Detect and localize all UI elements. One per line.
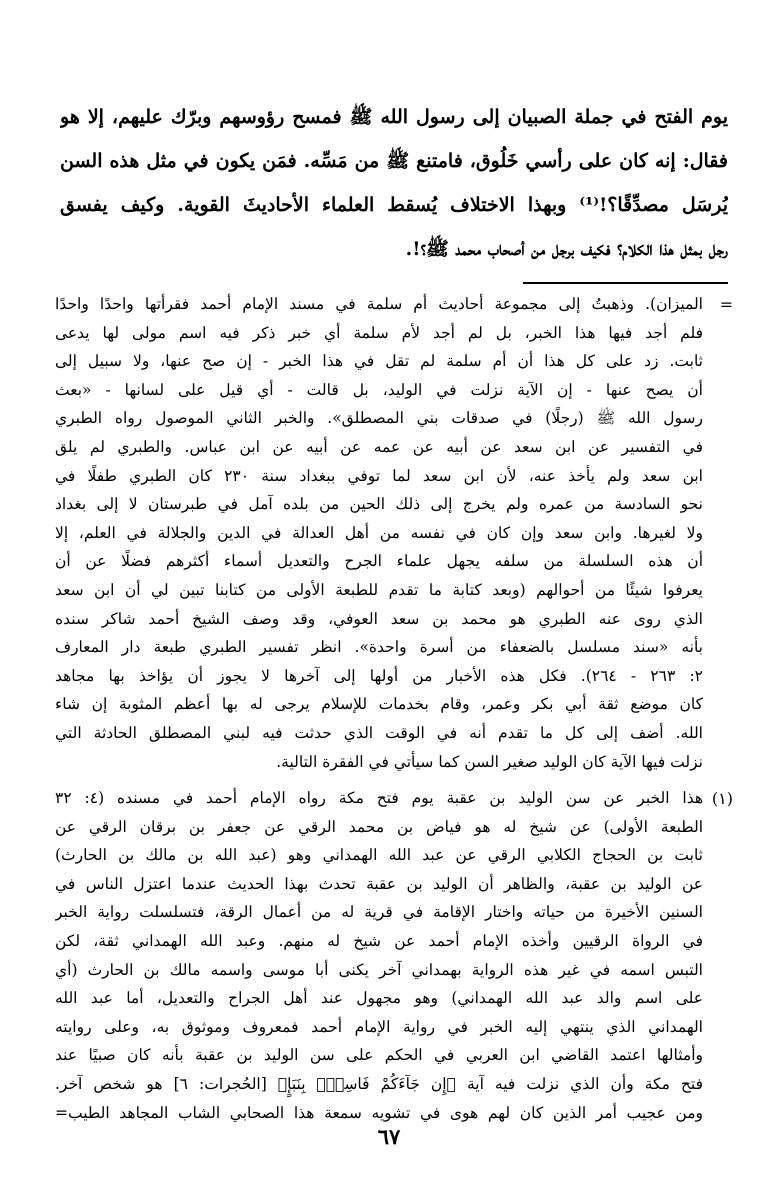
footnote-line: في التفسير عن ابن سعد عن أبيه عن عمه عن أبيه عن ابن عباس. والطبري لم يلق: [55, 437, 703, 456]
footnote-line: وأمثالها اعتمد القاضي ابن العربي في الحكم على سن الوليد بن عقبة بأنه كان صبيًا عند: [55, 1046, 703, 1065]
footnote-line: نزلت فيها الآية كان الوليد صغير السن كما سيأتي في الفقرة التالية.: [276, 752, 703, 771]
footnote-line: ابن سعد ولم يأخذ عنه، لأن ابن سعد لما توفي ببغداد سنة ٢٣٠ كان الطبري طفلًا في: [55, 466, 703, 485]
footnote-line: أن يصح عنها - إن الآية نزلت في الوليد، بل قالت - أي قيل على لسانها - «بعث: [55, 380, 703, 399]
footnote-line: بأنه «سند مسلسل بالضعفاء من أسرة واحدة». انظر تفسير الطبري طبعة دار المعارف: [55, 638, 703, 657]
footnote-line: ومن عجيب أمر الذين كان لهم هوى في تشويه سمعة هذا الصحابي الشاب المجاهد الطيب=: [55, 1103, 703, 1122]
footnote-marker: =: [719, 295, 733, 314]
footnote-line: التبس اسمه في غير هذه الرواية بهمداني آخر يكنى أبا موسى واسمه مالك بن الحارث (أي: [55, 960, 703, 979]
footnote-marker: (١): [711, 789, 733, 809]
footnote-1: [55, 784, 733, 1127]
main-text-line: يُرسَل مصدِّقًا؟!⁽¹⁾ وبهذا الاختلاف يُسقط العلماء الأحاديثَ القوية. وكيف يفسق: [60, 194, 728, 216]
footnote-line: ثابت. زد على كل هذا أن أم سلمة لم تقل في هذا الخبر - إن صح عنها، ولا سبيل إلى: [55, 352, 703, 371]
footnote-line: أن هذه السلسلة من سلفه يجهل علماء الجرح والتعديل أسماء أكثرهم فضلًا عن أن: [55, 552, 703, 571]
footnote-line: في الرواة الرقيين وأخذه الإمام أحمد عن شيخ له منهم. وعبد الله الهمداني ثقة، لكن: [55, 932, 703, 951]
footnote-line: هذا الخبر عن سن الوليد بن عقبة يوم فتح مكة رواه الإمام أحمد في مسنده (٤: ٣٢: [55, 789, 703, 808]
page-number: ٦٧: [377, 1124, 401, 1149]
footnote-line: يعرفوا شيئًا من أحوالهم (وبعد كتابة ما تقدم للطبعة الأولى من كتابنا تبين لي أن ابن سعد: [55, 580, 703, 599]
footnote-line: فتح مكة وأن الذي نزلت فيه آية ﴿إِن جَآءَكُمْ فَاسِقٌۢ بِنَبَإٍ﴾ [الحُجرات: ٦] هو شخص آخر.: [55, 1075, 703, 1094]
footnote-line: نحو السادسة من عمره ولم يخرج إلى ذلك الحين من بلده آمل في طبرستان لا إلى بغداد: [55, 495, 703, 514]
footnote-line: الميزان). وذهبتُ إلى مجموعة أحاديث أم سلمة في مسند الإمام أحمد فقرأتها واحدًا واحدًا: [55, 295, 703, 313]
footnote-continued: [55, 290, 733, 776]
footnote-line: الله. أضف إلى كل ما تقدم أنه في الوقت الذي حدثت فيه لبني المصطلق الحادثة التي: [55, 723, 703, 742]
main-text-line: يوم الفتح في جملة الصبيان إلى رسول الله ﷺ فمسح رؤوسهم وبرّك عليهم، إلا هو: [60, 106, 728, 128]
footnote-line: عن الوليد بن عقبة، والظاهر أن الوليد بن عقبة تحدث بهذا الحديث عندما اعتزل الناس في: [55, 874, 703, 893]
footnote-line: كان موضع ثقة أبي بكر وعمر، وقام بخدمات للإسلام يرجى له بها أعظم المثوبة إن شاء: [55, 695, 703, 714]
footnote-line: فلم أجد فيها هذا الخبر، بل لم أجد لأم سلمة أي خبر ذكر فيه اسم مولى لها يدعى: [55, 323, 703, 342]
footnote-line: رسول الله ﷺ (رجلًا) في صدقات بني المصطلق». والخبر الثاني الموصول رواه الطبري: [55, 409, 703, 428]
main-text: [60, 95, 728, 271]
footnote-line: ثابت بن الحجاج الكلابي الرقي عن عبد الله الهمداني وهو (عبد الله بن مالك بن الحارث): [55, 846, 703, 865]
footnote-line: الطبعة الأولى) عن شيخ له هو فياض بن محمد الرقي عن جعفر بن برقان الرقي عن: [55, 817, 703, 836]
main-text-line: رجل بمثل هذا الكلام؟ فكيف برجل من أصحاب محمد ﷺ؟!.: [405, 238, 728, 260]
footnote-separator: [523, 282, 728, 284]
footnote-line: الذي روى عنه الطبري هو محمد بن سعد العوفي، وقد وصف الشيخ أحمد شاكر سنده: [55, 609, 703, 628]
footnote-line: السنين الأخيرة من حياته واختار الإقامة في قرية له من أعمال الرقة، فتسلسلت رواية الخبر: [55, 903, 703, 922]
footnote-line: ولا لغيرها. وابن سعد وإن كان في نفسه من أهل العدالة في الدين والجلالة في العلم، إلا: [55, 523, 703, 542]
footnote-line: الهمداني الذي ينتهي إليه الخبر في رواية الإمام أحمد فمعروف وموثوق به، وعلى روايته: [55, 1017, 703, 1036]
footnote-line: على اسم والد عبد الله الهمداني) وهو مجهول عند أهل الجراح والتعديل، أما عبد الله: [55, 989, 703, 1008]
main-text-line: فقال: إنه كان على رأسي خَلُوق، فامتنع ﷺ من مَسِّه. فمَن يكون في مثل هذه السن: [60, 150, 728, 172]
footnotes: [55, 290, 733, 1127]
footnote-line: ٢: ٢٦٣ - ٢٦٤). فكل هذه الأخبار من أولها إلى آخرها لا يجوز أن يؤاخذ بها مجاهد: [55, 666, 703, 685]
